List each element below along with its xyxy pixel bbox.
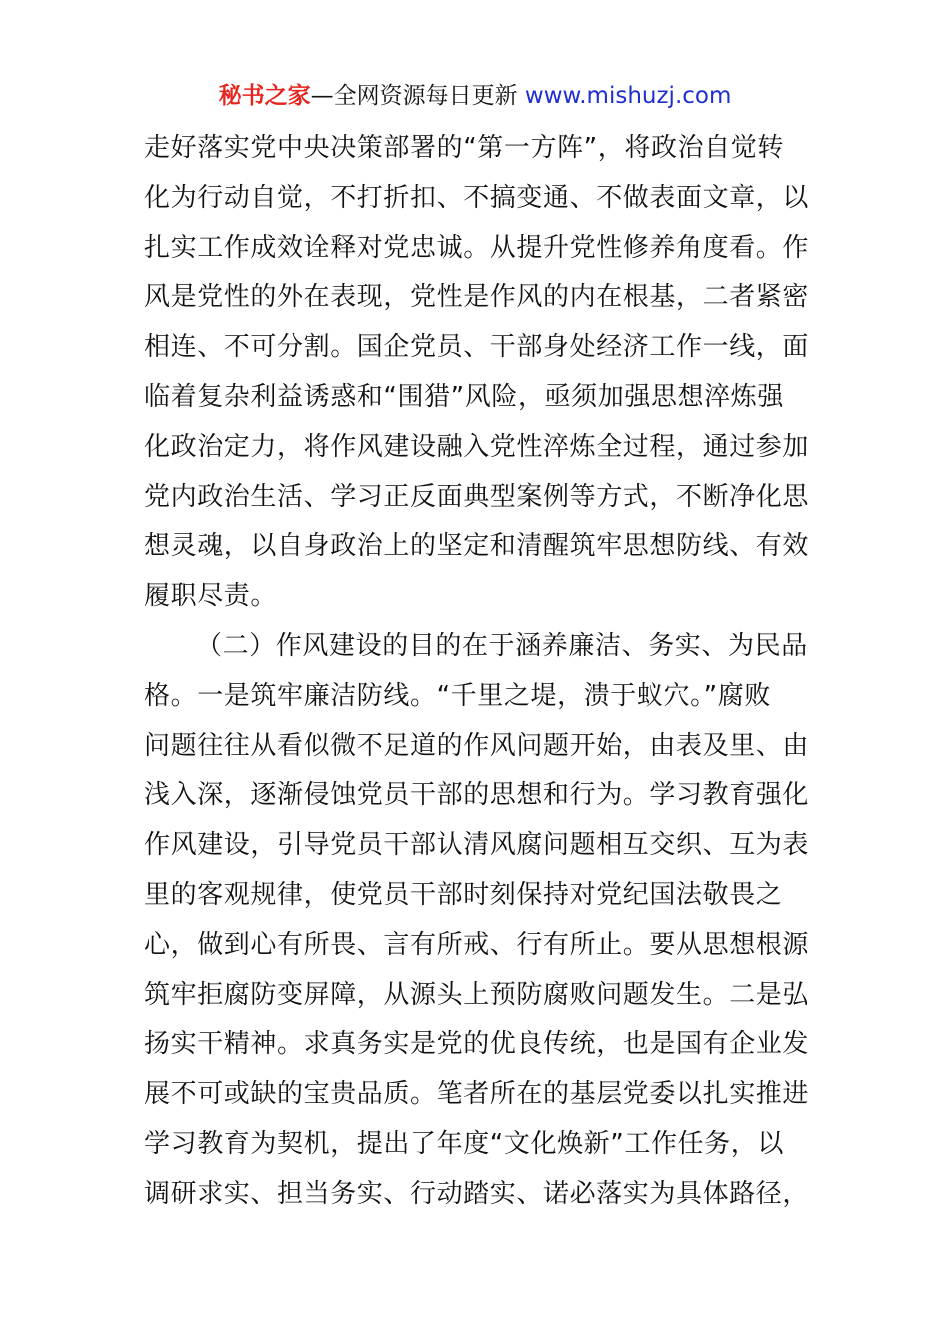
text-line: 学习教育为契机，提出了年度“文化焕新”工作任务，以 bbox=[144, 1128, 784, 1159]
site-header bbox=[0, 80, 950, 112]
text-line: 浅入深，逐渐侵蚀党员干部的思想和行为。学习教育强化 bbox=[144, 780, 810, 811]
text-line: 调研求实、担当务实、行动踏实、诺必落实为具体路径， bbox=[144, 1178, 810, 1209]
text-line: 里的客观规律，使党员干部时刻保持对党纪国法敬畏之 bbox=[144, 879, 783, 910]
text-line: 作风建设，引导党员干部认清风腐问题相互交织、互为表 bbox=[144, 830, 810, 861]
text-line: 扬实干精神。求真务实是党的优良传统，也是国有企业发 bbox=[144, 1029, 810, 1060]
text-line: 临着复杂利益诱惑和“围猎”风险，亟须加强思想淬炼强 bbox=[144, 381, 784, 412]
text-line: 想灵魂，以自身政治上的坚定和清醒筑牢思想防线、有效 bbox=[144, 531, 810, 562]
site-brand: 秘书之家 bbox=[218, 83, 311, 109]
text-line: 心，做到心有所畏、言有所戒、行有所止。要从思想根源 bbox=[144, 929, 810, 960]
text-line: 走好落实党中央决策部署的“第一方阵”，将政治自觉转 bbox=[144, 133, 784, 163]
site-slogan: —全网资源每日更新 bbox=[310, 83, 525, 109]
text-line: 党内政治生活、学习正反面典型案例等方式，不断净化思 bbox=[144, 481, 810, 512]
text-line: 展不可或缺的宝贵品质。笔者所在的基层党委以扎实推进 bbox=[144, 1079, 810, 1110]
text-line: 履职尽责。 bbox=[144, 581, 278, 612]
paragraph-start-line: （二）作风建设的目的在于涵养廉洁、务实、为民品 bbox=[196, 630, 808, 661]
document-body bbox=[144, 124, 812, 1220]
text-line: 扎实工作成效诠释对党忠诚。从提升党性修养角度看。作 bbox=[144, 232, 810, 263]
text-line: 筑牢拒腐防变屏障，从源头上预防腐败问题发生。二是弘 bbox=[144, 979, 810, 1010]
text-line: 问题往往从看似微不足道的作风问题开始，由表及里、由 bbox=[144, 730, 810, 761]
text-line: 化为行动自觉，不打折扣、不搞变通、不做表面文章，以 bbox=[144, 182, 810, 213]
text-line: 化政治定力，将作风建设融入党性淬炼全过程，通过参加 bbox=[144, 431, 810, 462]
text-line: 格。一是筑牢廉洁防线。“千里之堤，溃于蚁穴。”腐败 bbox=[144, 680, 771, 711]
text-line: 相连、不可分割。国企党员、干部身处经济工作一线，面 bbox=[144, 332, 810, 363]
text-line: 风是党性的外在表现，党性是作风的内在根基，二者紧密 bbox=[144, 282, 810, 313]
site-url: www.mishuzj.com bbox=[524, 83, 732, 109]
